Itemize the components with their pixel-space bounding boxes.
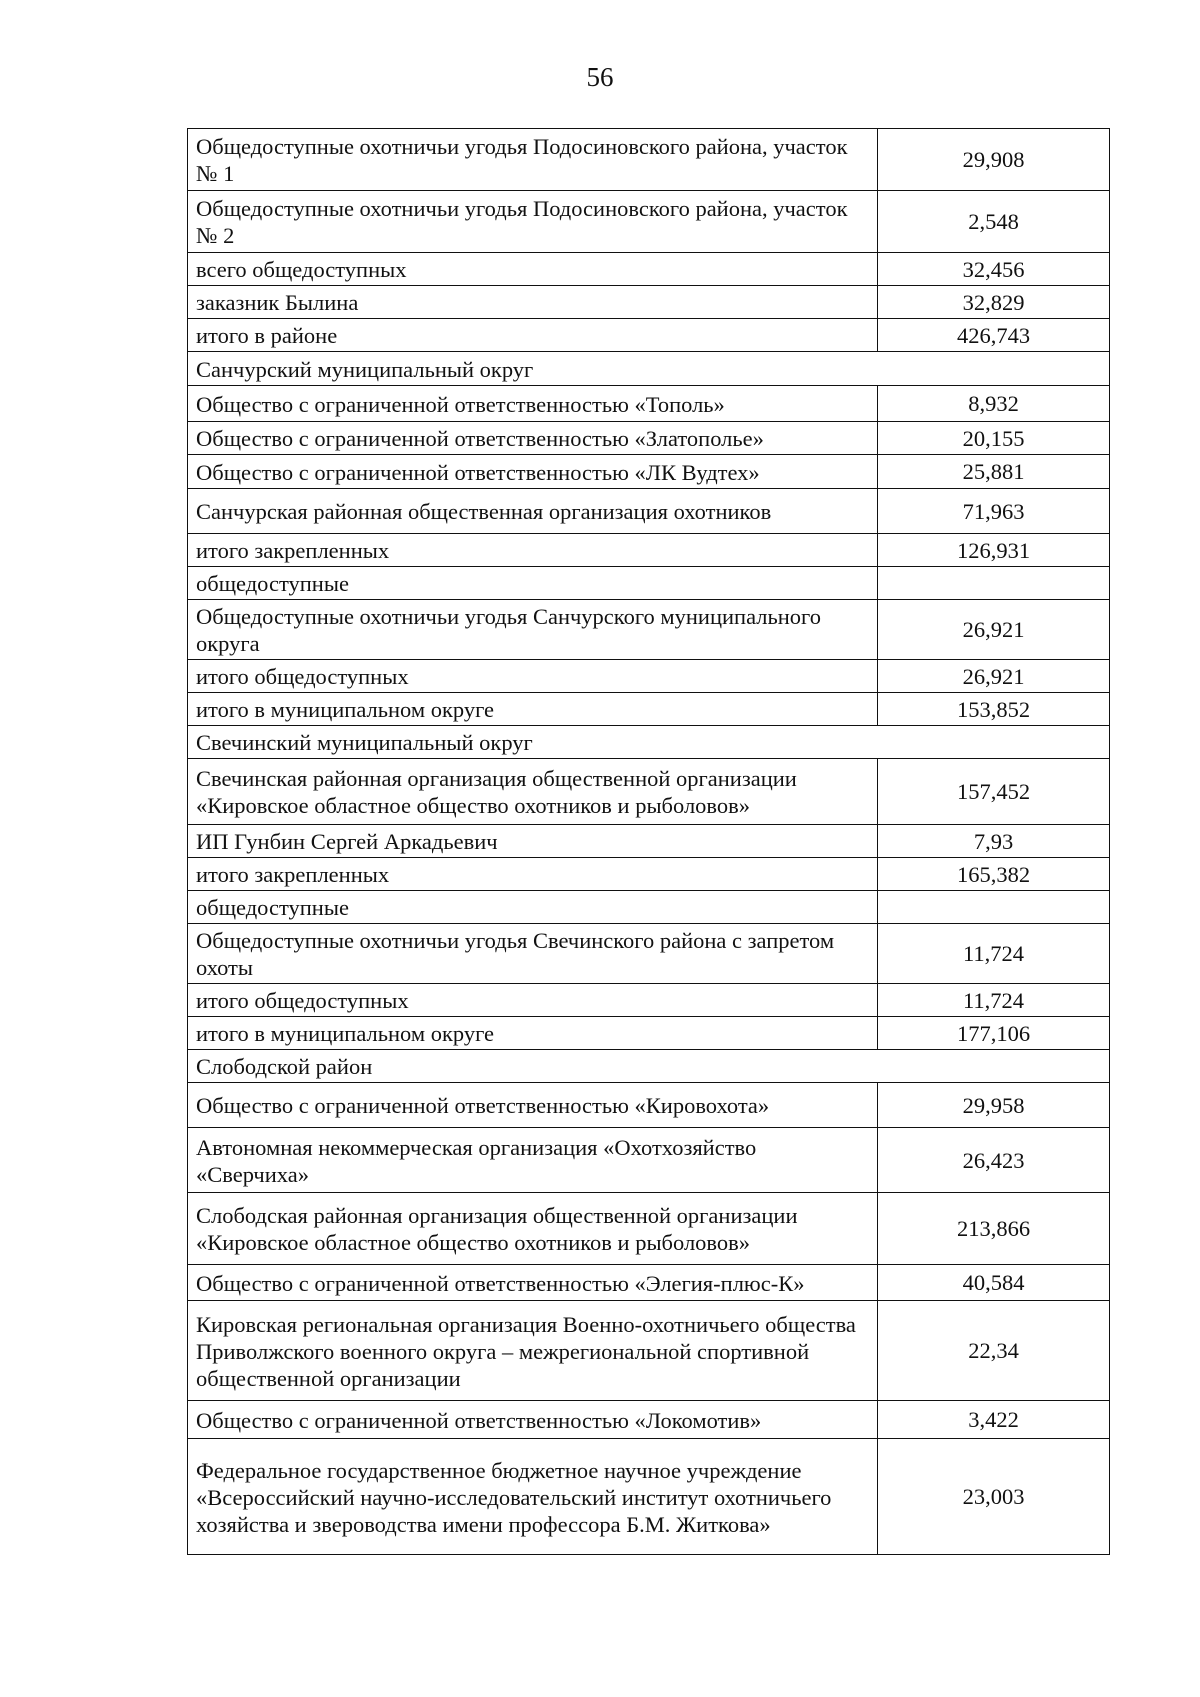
area-value-cell: 22,34 bbox=[878, 1301, 1110, 1401]
section-title: Слободской район bbox=[188, 1050, 1110, 1083]
organization-name-cell: Санчурская районная общественная организация охотников bbox=[188, 489, 878, 534]
organization-name-cell: Общество с ограниченной ответственностью «ЛК Вудтех» bbox=[188, 455, 878, 489]
area-value-cell: 71,963 bbox=[878, 489, 1110, 534]
table-row bbox=[188, 1193, 1110, 1265]
area-value-cell: 153,852 bbox=[878, 693, 1110, 726]
table-row bbox=[188, 191, 1110, 253]
area-value-cell: 11,724 bbox=[878, 984, 1110, 1017]
table-row bbox=[188, 924, 1110, 984]
table-row bbox=[188, 129, 1110, 191]
area-value-cell: 29,958 bbox=[878, 1083, 1110, 1128]
area-value-cell: 126,931 bbox=[878, 534, 1110, 567]
table-row bbox=[188, 891, 1110, 924]
area-value-cell: 26,921 bbox=[878, 600, 1110, 660]
table-row bbox=[188, 1301, 1110, 1401]
section-title: Санчурский муниципальный округ bbox=[188, 352, 1110, 386]
area-value-cell: 165,382 bbox=[878, 858, 1110, 891]
table-row bbox=[188, 858, 1110, 891]
section-row bbox=[188, 352, 1110, 386]
table-row bbox=[188, 984, 1110, 1017]
organization-name-cell: Свечинская районная организация общественной организации «Кировское областное общество охотников и рыболовов» bbox=[188, 759, 878, 825]
table-body bbox=[188, 129, 1110, 1555]
organization-name-cell: итого закрепленных bbox=[188, 858, 878, 891]
organization-name-cell: Общество с ограниченной ответственностью «Тополь» bbox=[188, 386, 878, 422]
organization-name-cell: итого в муниципальном округе bbox=[188, 693, 878, 726]
section-row bbox=[188, 1050, 1110, 1083]
area-value-cell: 32,456 bbox=[878, 253, 1110, 286]
area-value-cell bbox=[878, 891, 1110, 924]
area-value-cell: 32,829 bbox=[878, 286, 1110, 319]
area-value-cell: 29,908 bbox=[878, 129, 1110, 191]
page-number: 56 bbox=[586, 62, 614, 92]
table-row bbox=[188, 693, 1110, 726]
organization-name-cell: Общество с ограниченной ответственностью «Локомотив» bbox=[188, 1401, 878, 1439]
organization-name-cell: Общедоступные охотничьи угодья Подосиновского района, участок № 1 bbox=[188, 129, 878, 191]
table-row bbox=[188, 455, 1110, 489]
area-value-cell: 8,932 bbox=[878, 386, 1110, 422]
area-value-cell: 23,003 bbox=[878, 1439, 1110, 1555]
table-row bbox=[188, 1017, 1110, 1050]
table-row bbox=[188, 386, 1110, 422]
area-value-cell bbox=[878, 567, 1110, 600]
table-row bbox=[188, 253, 1110, 286]
organization-name-cell: Общедоступные охотничьи угодья Свечинского района с запретом охоты bbox=[188, 924, 878, 984]
table-row bbox=[188, 567, 1110, 600]
table-row bbox=[188, 825, 1110, 858]
section-title: Свечинский муниципальный округ bbox=[188, 726, 1110, 759]
table-row bbox=[188, 534, 1110, 567]
organization-name-cell: заказник Былина bbox=[188, 286, 878, 319]
organization-name-cell: Слободская районная организация общественной организации «Кировское областное общество охотников и рыболовов» bbox=[188, 1193, 878, 1265]
organization-name-cell: Общество с ограниченной ответственностью «Элегия-плюс-К» bbox=[188, 1265, 878, 1301]
table-row bbox=[188, 600, 1110, 660]
organization-name-cell: Кировская региональная организация Военно-охотничьего общества Приволжского военного округа – межрегиональной спортивной общественной организации bbox=[188, 1301, 878, 1401]
organization-name-cell: итого общедоступных bbox=[188, 660, 878, 693]
organization-name-cell: итого общедоступных bbox=[188, 984, 878, 1017]
section-row bbox=[188, 726, 1110, 759]
organization-name-cell: Автономная некоммерческая организация «Охотхозяйство «Сверчиха» bbox=[188, 1128, 878, 1193]
table-row bbox=[188, 489, 1110, 534]
area-value-cell: 426,743 bbox=[878, 319, 1110, 352]
organization-name-cell: ИП Гунбин Сергей Аркадьевич bbox=[188, 825, 878, 858]
area-value-cell: 26,921 bbox=[878, 660, 1110, 693]
area-value-cell: 157,452 bbox=[878, 759, 1110, 825]
area-value-cell: 213,866 bbox=[878, 1193, 1110, 1265]
table-row bbox=[188, 1265, 1110, 1301]
organization-name-cell: Общедоступные охотничьи угодья Подосиновского района, участок № 2 bbox=[188, 191, 878, 253]
organization-name-cell: Общедоступные охотничьи угодья Санчурского муниципального округа bbox=[188, 600, 878, 660]
table-row bbox=[188, 422, 1110, 455]
organization-name-cell: Общество с ограниченной ответственностью «Кировохота» bbox=[188, 1083, 878, 1128]
organization-name-cell: Федеральное государственное бюджетное научное учреждение «Всероссийский научно-исследовательский институт охотничьего хозяйства и звероводства имени профессора Б.М. Житкова» bbox=[188, 1439, 878, 1555]
table-row bbox=[188, 286, 1110, 319]
area-value-cell: 177,106 bbox=[878, 1017, 1110, 1050]
organization-name-cell: всего общедоступных bbox=[188, 253, 878, 286]
area-value-cell: 40,584 bbox=[878, 1265, 1110, 1301]
organization-name-cell: итого в районе bbox=[188, 319, 878, 352]
area-value-cell: 2,548 bbox=[878, 191, 1110, 253]
table-row bbox=[188, 1083, 1110, 1128]
hunting-grounds-table bbox=[187, 128, 1110, 1555]
organization-name-cell: общедоступные bbox=[188, 891, 878, 924]
area-value-cell: 26,423 bbox=[878, 1128, 1110, 1193]
table-row bbox=[188, 660, 1110, 693]
table-row bbox=[188, 319, 1110, 352]
table-row bbox=[188, 1128, 1110, 1193]
table-row bbox=[188, 759, 1110, 825]
area-value-cell: 7,93 bbox=[878, 825, 1110, 858]
table-row bbox=[188, 1439, 1110, 1555]
table-row bbox=[188, 1401, 1110, 1439]
organization-name-cell: итого закрепленных bbox=[188, 534, 878, 567]
area-value-cell: 25,881 bbox=[878, 455, 1110, 489]
organization-name-cell: общедоступные bbox=[188, 567, 878, 600]
area-value-cell: 11,724 bbox=[878, 924, 1110, 984]
area-value-cell: 3,422 bbox=[878, 1401, 1110, 1439]
organization-name-cell: итого в муниципальном округе bbox=[188, 1017, 878, 1050]
area-value-cell: 20,155 bbox=[878, 422, 1110, 455]
organization-name-cell: Общество с ограниченной ответственностью «Златополье» bbox=[188, 422, 878, 455]
